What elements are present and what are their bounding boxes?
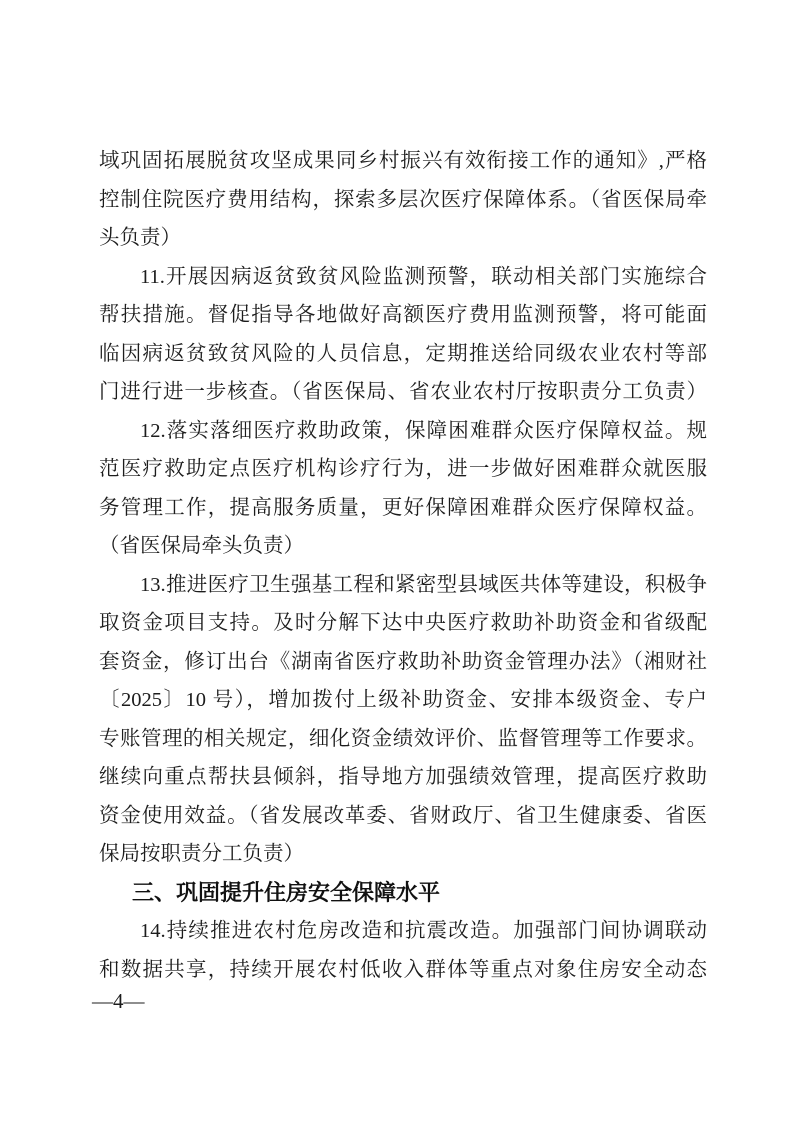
paragraph-item-14 [99, 912, 707, 989]
text-line: 范医疗救助定点医疗机构诊疗行为，进一步做好困难群众就医服 [99, 458, 707, 480]
page-number: —4— [92, 989, 145, 1013]
text-line: 专账管理的相关规定，细化资金绩效评价、监督管理等工作要求。 [99, 727, 707, 750]
text-line: 12.落实落细医疗救助政策，保障困难群众医疗保障权益。规 [140, 419, 707, 442]
text-line: 13.推进医疗卫生强基工程和紧密型县域医共体等建设，积极争 [140, 573, 707, 596]
text-line: （省医保局牵头负责） [99, 535, 304, 557]
section-3-heading: 三、巩固提升住房安全保障水平 [132, 879, 441, 905]
text-line: 控制住院医疗费用结构，探索多层次医疗保障体系。（省医保局牵 [99, 188, 707, 211]
text-line: 14.持续推进农村危房改造和抗震改造。加强部门间协调联动 [140, 920, 707, 942]
text-line: 〔2025〕10 号），增加拨付上级补助资金、安排本级资金、专户 [99, 689, 707, 711]
text-line: 头负责） [99, 227, 181, 249]
text-line: 帮扶措施。督促指导各地做好高额医疗费用监测预警，将可能面 [99, 304, 707, 326]
text-line: 临因病返贫致贫风险的人员信息，定期推送给同级农业农村等部 [99, 342, 707, 365]
text-line: 取资金项目支持。及时分解下达中央医疗救助补助资金和省级配 [99, 612, 707, 634]
text-line: 保局按职责分工负责） [99, 843, 304, 865]
text-line: 和数据共享，持续开展农村低收入群体等重点对象住房安全动态 [99, 958, 707, 981]
text-line: 务管理工作，提高服务质量，更好保障困难群众医疗保障权益。 [99, 496, 707, 519]
text-line: 继续向重点帮扶县倾斜，指导地方加强绩效管理，提高医疗救助 [99, 766, 707, 788]
text-line: 11.开展因病返贫致贫风险监测预警，联动相关部门实施综合 [140, 265, 707, 288]
text-line: 资金使用效益。（省发展改革委、省财政厅、省卫生健康委、省医 [99, 804, 707, 827]
text-line: 套资金，修订出台《湖南省医疗救助补助资金管理办法》（湘财社 [99, 650, 707, 673]
text-line: 门进行进一步核查。（省医保局、省农业农村厅按职责分工负责） [99, 381, 707, 403]
text-line: 域巩固拓展脱贫攻坚成果同乡村振兴有效衔接工作的通知》,严格 [99, 150, 707, 172]
paragraph-item-13 [99, 566, 707, 874]
paragraph-item-11 [99, 258, 707, 412]
paragraph-continuation [99, 142, 707, 258]
document-body [99, 142, 707, 989]
paragraph-item-12 [99, 412, 707, 566]
